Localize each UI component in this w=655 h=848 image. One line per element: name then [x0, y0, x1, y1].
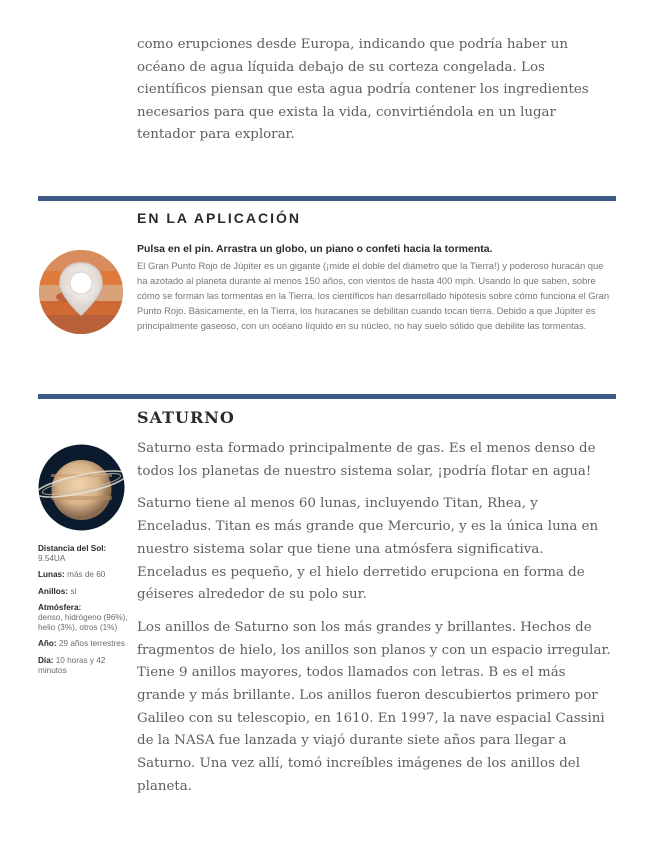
- fact-value: 29 años terrestres: [58, 639, 125, 649]
- fact-distance: [38, 544, 128, 564]
- saturn-heading: SATURNO: [137, 408, 235, 427]
- fact-value: sí: [70, 586, 77, 596]
- jupiter-pin-icon: [38, 249, 124, 335]
- fact-moons: [38, 570, 128, 580]
- fact-value: más de 60: [67, 570, 106, 580]
- fact-year: [38, 639, 128, 649]
- fact-rings: [38, 587, 128, 597]
- section-divider: [38, 196, 616, 201]
- fact-value: 9.54UA: [38, 554, 66, 564]
- fact-label: Anillos:: [38, 586, 69, 596]
- app-instruction: Pulsa en el pin. Arrastra un globo, un piano o confeti hacia la tormenta.: [137, 243, 493, 255]
- intro-paragraph: como erupciones desde Europa, indicando que podría haber un océano de agua líquida debajo de su corteza congelada. Los científicos piensan que esta agua podría contener los ingredientes necesarios para que exista la vida, convirtiéndola en un lugar tentador para explorar.: [137, 37, 589, 142]
- fact-value: denso, hidrógeno (96%), helio (3%), otros (1%): [38, 613, 128, 633]
- saturn-paragraph: Saturno esta formado principalmente de gas. Es el menos denso de todos los planetas de nuestro sistema solar, ¡podría flotar en agua!: [137, 441, 596, 479]
- fact-value: 10 horas y 42 minutos: [38, 655, 106, 675]
- saturn-planet-icon: [38, 444, 125, 531]
- fact-day: [38, 656, 128, 676]
- fact-label: Año:: [38, 639, 57, 649]
- fact-label: Lunas:: [38, 570, 65, 580]
- saturn-paragraph: Los anillos de Saturno son los más grandes y brillantes. Hechos de fragmentos de hielo, los anillos son planos y con un espacio irregular. Tiene 9 anillos mayores, todos llamados con letras. B es el más grande y más brillante. Los anillos fueron descubiertos primero por Galileo con su telescopio, en 1610. En 1997, la nave espacial Cassini de la NASA fue lanzada y viajó durante siete años para llegar a Saturno. Una vez allí, tomó increíbles imágenes de los anillos del planeta.: [137, 619, 611, 794]
- saturn-facts: [38, 544, 128, 682]
- fact-label: Distancia del Sol:: [38, 544, 107, 553]
- section-divider: [38, 394, 616, 399]
- fact-label: Atmósfera:: [38, 602, 82, 612]
- saturn-paragraph: Saturno tiene al menos 60 lunas, incluyendo Titan, Rhea, y Enceladus. Titan es más grande que Mercurio, y es la única luna en nuestro sistema solar que tiene una atmósfera significativa. Enceladus es pequeño, y el hielo derretido erupciona en forma de géiseres alrededor de su polo sur.: [137, 496, 599, 603]
- saturn-description: [137, 438, 612, 809]
- fact-atmosphere: [38, 603, 128, 634]
- app-section-heading: EN LA APLICACIÓN: [137, 210, 301, 226]
- app-description: El Gran Punto Rojo de Júpiter es un gigante (¡mide el doble del diámetro que la Tierra!) y poderoso huracán que ha azotado al planeta durante al menos 150 años, con vientos de hasta 400 mph. Usando lo que saben, sobre cómo se forman las tormentas en la Tierra, los científicos han desarrollado hipótesis sobre cómo funciona el Gran Punto Rojo. Básicamente, en la Tierra, los huracanes se debilitan cuando tocan tierra. Debido a que Júpiter es principalmente gaseoso, con un océano líquido en su núcleo, no hay suelo sólido que debilite las tormentas.: [137, 260, 610, 332]
- fact-label: Día:: [38, 655, 54, 665]
